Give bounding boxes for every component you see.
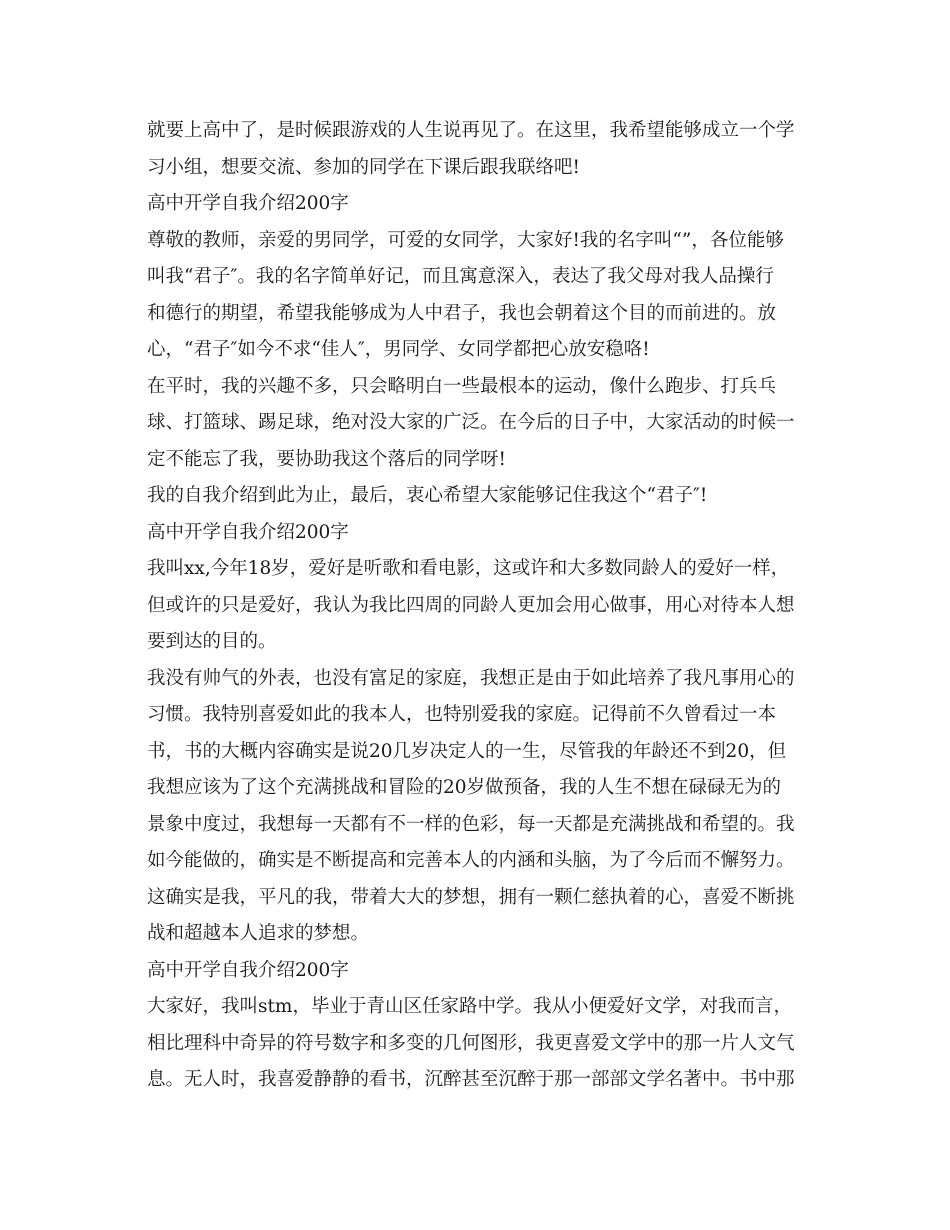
text-line: 心，“君子″如今不求“佳人″，男同学、女同学都把心放安稳咯! [147,339,650,360]
text-line: 景象中度过，我想每一天都有不一样的色彩，每一天都是充满挑战和希望的。我 [147,813,795,835]
text-line: 叫我“君子″。我的名字简单好记，而且寓意深入，表达了我父母对我人品操行 [147,266,774,287]
text-line: 尊敬的教师，亲爱的男同学，可爱的女同学，大家好!我的名字叫“”，各位能够 [147,229,784,251]
text-line: 相比理科中奇异的符号数字和多变的几何图形，我更喜爱文学中的那一片人文气 [147,1032,795,1054]
text-line: 和德行的期望，希望我能够成为人中君子，我也会朝着这个目的而前进的。放 [147,302,777,324]
text-line: 定不能忘了我，要协助我这个落后的同学呀! [147,448,506,470]
text-line: 在平时，我的兴趣不多，只会略明白一些最根本的运动，像什么跑步、打兵乓 [147,375,777,397]
text-line: 习小组，想要交流、参加的同学在下课后跟我联络吧! [147,156,580,178]
text-line: 我叫xx,今年18岁，爱好是听歌和看电影，这或许和大多数同龄人的爱好一样， [147,558,790,579]
text-line: 我的自我介绍到此为止，最后，衷心希望大家能够记住我这个“君子″! [147,485,708,506]
text-line: 我没有帅气的外表，也没有富足的家庭，我想正是由于如此培养了我凡事用心的 [147,667,795,689]
text-line: 大家好，我叫stm，毕业于青山区任家路中学。我从小便爱好文学，对我而言， [147,996,792,1017]
text-line: 但或许的只是爱好，我认为我比四周的同龄人更加会用心做事，用心对待本人想 [147,594,795,616]
text-line: 要到达的目的。 [147,631,277,652]
text-line: 就要上高中了，是时候跟游戏的人生说再见了。在这里，我希望能够成立一个学 [147,120,795,141]
text-line: 这确实是我，平凡的我，带着大大的梦想，拥有一颗仁慈执着的心，喜爱不断挑 [147,886,795,908]
text-line: 球、打篮球、踢足球，绝对没大家的广泛。在今后的日子中，大家活动的时候一 [147,412,795,433]
text-line: 如今能做的，确实是不断提高和完善本人的内涵和头脑，为了今后而不懈努力。 [147,850,795,871]
section-heading: 高中开学自我介绍200字 [147,959,349,981]
section-heading: 高中开学自我介绍200字 [147,521,349,543]
text-line: 我想应该为了这个充满挑战和冒险的20岁做预备，我的人生不想在碌碌无为的 [147,777,782,798]
text-line: 习惯。我特别喜爱如此的我本人，也特别爱我的家庭。记得前不久曾看过一本 [147,704,777,725]
text-line: 战和超越本人追求的梦想。 [147,923,370,944]
document-body [147,113,807,1099]
text-line: 息。无人时，我喜爱静静的看书，沉醉甚至沉醉于那一部部文学名著中。书中那 [147,1069,795,1090]
section-heading: 高中开学自我介绍200字 [147,193,349,214]
text-line: 书，书的大概内容确实是说20几岁决定人的一生，尽管我的年龄还不到20，但 [147,740,787,762]
